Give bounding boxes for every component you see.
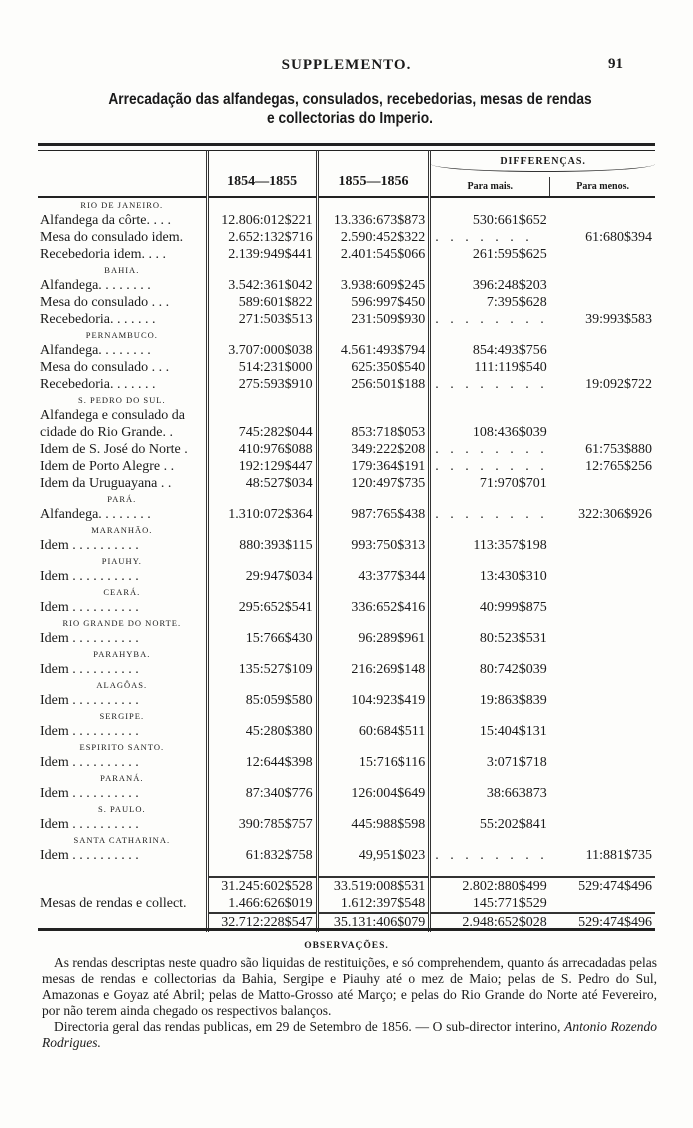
- value-1855-1856: 49,951$023: [317, 847, 430, 864]
- empty-cell: [317, 197, 430, 212]
- table-row: [38, 424, 655, 441]
- value-1855-1856: 15:716$116: [317, 754, 430, 771]
- row-label: Alfandega. . . . . . . .: [40, 342, 151, 358]
- spacer-row: [38, 864, 655, 877]
- section-heading: PARANÁ.: [100, 773, 144, 783]
- table-row: [38, 407, 655, 424]
- row-label: Mesa do consulado . . .: [40, 359, 170, 375]
- value-1855-1856: 1.612:397$548: [317, 895, 430, 913]
- empty-cell: [317, 328, 430, 342]
- difference-para-menos: 322:306$926: [578, 506, 652, 522]
- difference-para-mais: 2.948:652$028: [430, 913, 550, 932]
- section-heading-row: [38, 554, 655, 568]
- difference-para-mais: 113:357$198: [430, 537, 550, 554]
- empty-cell: [207, 802, 317, 816]
- value-1854-1855: 1.466:626$019: [207, 895, 317, 913]
- difference-para-menos: [550, 537, 655, 554]
- difference-para-menos: [550, 342, 655, 359]
- value-1854-1855: 29:947$034: [207, 568, 317, 585]
- empty-cell: [207, 833, 317, 847]
- difference-para-mais: 396:248$203: [430, 277, 550, 294]
- difference-para-menos: 12:765$256: [585, 458, 652, 474]
- col-header-1854: 1854—1855: [207, 150, 317, 197]
- difference-para-menos: [550, 895, 655, 913]
- row-label: Idem de Porto Alegre . .: [40, 458, 175, 474]
- empty-cell: [207, 616, 317, 630]
- section-heading: PIAUHY.: [101, 556, 142, 566]
- empty-cell: [317, 709, 430, 723]
- bottom-rule: [38, 928, 655, 931]
- empty-cell: [430, 263, 550, 277]
- section-heading-row: [38, 616, 655, 630]
- value-1855-1856: [317, 407, 430, 424]
- difference-para-menos: [550, 816, 655, 833]
- table-row: [38, 294, 655, 311]
- empty-cell: [550, 771, 655, 785]
- running-head: SUPPLEMENTO.: [281, 57, 412, 73]
- mesas-de-rendas-row: [38, 895, 655, 913]
- section-heading: BAHIA.: [104, 265, 140, 275]
- difference-para-mais: 80:742$039: [430, 661, 550, 678]
- difference-para-menos: 61:680$394: [585, 229, 652, 245]
- difference-para-menos: [550, 754, 655, 771]
- value-1854-1855: 32.712:228$547: [207, 913, 317, 932]
- section-heading-row: [38, 197, 655, 212]
- empty-cell: [430, 709, 550, 723]
- value-1854-1855: 1.310:072$364: [207, 506, 317, 523]
- section-heading: SERGIPE.: [99, 711, 145, 721]
- empty-cell: [430, 678, 550, 692]
- difference-para-menos: 11:881$735: [585, 847, 652, 863]
- value-1855-1856: 179:364$191: [317, 458, 430, 475]
- value-1855-1856: 43:377$344: [317, 568, 430, 585]
- empty-cell: [430, 616, 550, 630]
- empty-cell: [550, 263, 655, 277]
- row-label: Recebedoria. . . . . . .: [40, 376, 156, 392]
- value-1854-1855: 271:503$513: [207, 311, 317, 328]
- difference-para-mais: 40:999$875: [430, 599, 550, 616]
- value-1855-1856: 2.590:452$322: [317, 229, 430, 246]
- empty-cell: [550, 802, 655, 816]
- empty-cell: [430, 740, 550, 754]
- empty-cell: [430, 771, 550, 785]
- table-row: [38, 506, 655, 523]
- empty-cell: [550, 523, 655, 537]
- table-row: [38, 441, 655, 458]
- section-heading-row: [38, 678, 655, 692]
- empty-cell: [207, 709, 317, 723]
- empty-cell: [550, 328, 655, 342]
- empty-cell: [317, 492, 430, 506]
- table-row: [38, 537, 655, 554]
- table-row: [38, 816, 655, 833]
- row-label: Mesa do consulado idem.: [40, 229, 184, 245]
- section-heading: ESPIRITO SANTO.: [79, 742, 165, 752]
- difference-para-menos: [550, 475, 655, 492]
- empty-cell: [317, 678, 430, 692]
- difference-para-mais: 80:523$531: [430, 630, 550, 647]
- value-1854-1855: 61:832$758: [207, 847, 317, 864]
- section-heading: ALAGÔAS.: [96, 680, 148, 690]
- value-1854-1855: 87:340$776: [207, 785, 317, 802]
- empty-cell: [317, 647, 430, 661]
- empty-cell: [430, 864, 550, 877]
- difference-para-mais: 55:202$841: [430, 816, 550, 833]
- value-1855-1856: 216:269$148: [317, 661, 430, 678]
- value-1854-1855: 880:393$115: [207, 537, 317, 554]
- empty-cell: [38, 877, 207, 895]
- value-1854-1855: 3.707:000$038: [207, 342, 317, 359]
- empty-cell: [207, 864, 317, 877]
- empty-cell: [430, 554, 550, 568]
- row-label: Idem . . . . . . . . . .: [40, 692, 139, 708]
- difference-para-menos: [550, 785, 655, 802]
- value-1855-1856: 104:923$419: [317, 692, 430, 709]
- difference-para-mais: 3:071$718: [430, 754, 550, 771]
- value-1854-1855: 192:129$447: [207, 458, 317, 475]
- row-label: Idem . . . . . . . . . .: [40, 723, 139, 739]
- revenue-table: [38, 150, 655, 932]
- section-heading: S. PAULO.: [97, 804, 146, 814]
- value-1854-1855: 31.245:602$528: [207, 877, 317, 895]
- value-1854-1855: 745:282$044: [207, 424, 317, 441]
- empty-cell: [430, 197, 550, 212]
- row-label: Recebedoria idem. . . .: [40, 246, 166, 262]
- difference-para-menos: [550, 424, 655, 441]
- section-heading-row: [38, 585, 655, 599]
- empty-cell: [317, 554, 430, 568]
- observations-paragraph: As rendas descriptas neste quadro são liquidas de restituições, e só comprehendem, quanto ás arrecadadas pelas mesas de rendas e collectorias da Bahia, Sergipe e Piauhy até o mez de Maio; pelas de S. Pedro do Sul, Amazonas e Goyaz até Abril; pelas de Matto-Grosso até Março; e pelas do Rio Grande do Norte até Fevereiro, por não terem ainda chegado os respectivos balanços.: [42, 955, 657, 1018]
- empty-cell: [430, 802, 550, 816]
- difference-para-mais: 7:395$628: [430, 294, 550, 311]
- value-1855-1856: 96:289$961: [317, 630, 430, 647]
- empty-cell: [550, 647, 655, 661]
- value-1855-1856: 853:718$053: [317, 424, 430, 441]
- table-row: [38, 311, 655, 328]
- empty-cell: [317, 802, 430, 816]
- empty-cell: [430, 585, 550, 599]
- section-heading-row: [38, 263, 655, 277]
- col-header-1855: 1855—1856: [317, 150, 430, 197]
- value-1855-1856: 35.131:406$079: [317, 913, 430, 932]
- table-row: [38, 246, 655, 263]
- table-row: [38, 568, 655, 585]
- empty-cell: [430, 833, 550, 847]
- row-label: Idem . . . . . . . . . .: [40, 537, 139, 553]
- row-label: Idem . . . . . . . . . .: [40, 599, 139, 615]
- difference-para-mais: . . . . . . . .: [430, 506, 550, 523]
- difference-para-menos: [550, 212, 655, 229]
- empty-cell: [550, 197, 655, 212]
- empty-cell: [207, 554, 317, 568]
- table-row: [38, 212, 655, 229]
- difference-para-menos: [550, 723, 655, 740]
- difference-para-mais: 13:430$310: [430, 568, 550, 585]
- value-1854-1855: 85:059$580: [207, 692, 317, 709]
- label-header: [38, 150, 207, 197]
- empty-cell: [317, 585, 430, 599]
- value-1854-1855: [207, 407, 317, 424]
- empty-cell: [550, 393, 655, 407]
- row-label: Idem da Uruguayana . .: [40, 475, 172, 491]
- empty-cell: [430, 328, 550, 342]
- value-1854-1855: 390:785$757: [207, 816, 317, 833]
- header-row: [38, 150, 655, 177]
- row-label: cidade do Rio Grande. .: [40, 424, 173, 440]
- page-number: 91: [608, 56, 623, 72]
- empty-cell: [550, 678, 655, 692]
- row-label: Idem . . . . . . . . . .: [40, 847, 139, 863]
- table-row: [38, 342, 655, 359]
- section-heading: CEARÁ.: [103, 587, 141, 597]
- row-label: Recebedoria. . . . . . .: [40, 311, 156, 327]
- value-1855-1856: 4.561:493$794: [317, 342, 430, 359]
- section-heading-row: [38, 647, 655, 661]
- table-row: [38, 359, 655, 376]
- value-1855-1856: 33.519:008$531: [317, 877, 430, 895]
- table-row: [38, 754, 655, 771]
- empty-cell: [550, 616, 655, 630]
- difference-para-mais: 38:663873: [430, 785, 550, 802]
- section-heading-row: [38, 709, 655, 723]
- empty-cell: [550, 585, 655, 599]
- value-1855-1856: 596:997$450: [317, 294, 430, 311]
- value-1854-1855: 2.139:949$441: [207, 246, 317, 263]
- empty-cell: [207, 523, 317, 537]
- empty-cell: [207, 393, 317, 407]
- difference-para-mais: 145:771$529: [430, 895, 550, 913]
- empty-cell: [317, 771, 430, 785]
- closing-text: Directoria geral das rendas publicas, em 29 de Setembro de 1856. — O sub-director interino,: [54, 1019, 561, 1034]
- empty-cell: [430, 492, 550, 506]
- difference-para-mais: . . . . . . . .: [430, 458, 550, 475]
- difference-para-mais: 854:493$756: [430, 342, 550, 359]
- value-1855-1856: 126:004$649: [317, 785, 430, 802]
- empty-cell: [207, 492, 317, 506]
- empty-cell: [550, 554, 655, 568]
- row-label: Idem de S. José do Norte .: [40, 441, 188, 457]
- difference-para-menos: [550, 568, 655, 585]
- value-1855-1856: 13.336:673$873: [317, 212, 430, 229]
- table-row: [38, 376, 655, 393]
- difference-para-menos: 19:092$722: [585, 376, 652, 392]
- table-row: [38, 599, 655, 616]
- difference-para-menos: 529:474$496: [550, 877, 655, 895]
- value-1855-1856: 60:684$511: [317, 723, 430, 740]
- section-heading: PARÁ.: [107, 494, 137, 504]
- difference-para-mais: . . . . . . . .: [430, 441, 550, 458]
- difference-para-mais: 530:661$652: [430, 212, 550, 229]
- value-1855-1856: 256:501$188: [317, 376, 430, 393]
- row-label: Alfandega e consulado da: [40, 407, 185, 423]
- empty-cell: [317, 523, 430, 537]
- empty-cell: [207, 647, 317, 661]
- empty-cell: [550, 864, 655, 877]
- empty-cell: [550, 492, 655, 506]
- difference-para-mais: [430, 407, 550, 424]
- value-1855-1856: 993:750$313: [317, 537, 430, 554]
- difference-para-menos: 529:474$496: [550, 913, 655, 932]
- empty-cell: [207, 585, 317, 599]
- table-row: [38, 458, 655, 475]
- difference-para-menos: [550, 277, 655, 294]
- empty-cell: [207, 263, 317, 277]
- row-label: Alfandega da côrte. . . .: [40, 212, 171, 228]
- value-1854-1855: 589:601$822: [207, 294, 317, 311]
- row-label: Idem . . . . . . . . . .: [40, 816, 139, 832]
- row-label: Alfandega. . . . . . . .: [40, 506, 151, 522]
- difference-para-mais: 15:404$131: [430, 723, 550, 740]
- empty-cell: [207, 328, 317, 342]
- empty-cell: [317, 393, 430, 407]
- observations-heading: OBSERVAÇÕES.: [304, 941, 389, 951]
- value-1854-1855: 295:652$541: [207, 599, 317, 616]
- title-line-2: e collectorias do Imperio.: [267, 110, 433, 127]
- difference-para-mais: . . . . . . .: [430, 229, 550, 246]
- difference-para-menos: [550, 294, 655, 311]
- value-1855-1856: 3.938:609$245: [317, 277, 430, 294]
- empty-cell: [207, 197, 317, 212]
- empty-cell: [317, 263, 430, 277]
- value-1855-1856: 349:222$208: [317, 441, 430, 458]
- difference-para-menos: [550, 692, 655, 709]
- difference-para-mais: . . . . . . . .: [430, 376, 550, 393]
- table-row: [38, 475, 655, 492]
- empty-cell: [550, 740, 655, 754]
- value-1855-1856: 987:765$438: [317, 506, 430, 523]
- empty-cell: [317, 864, 430, 877]
- section-heading-row: [38, 393, 655, 407]
- row-label: Idem . . . . . . . . . .: [40, 785, 139, 801]
- table-title: [83, 90, 616, 128]
- col-header-para-menos: Para menos.: [550, 177, 655, 197]
- difference-para-menos: [550, 630, 655, 647]
- empty-cell: [317, 740, 430, 754]
- table-row: [38, 277, 655, 294]
- value-1854-1855: 514:231$000: [207, 359, 317, 376]
- row-label: Idem . . . . . . . . . .: [40, 568, 139, 584]
- row-label: Mesa do consulado . . .: [40, 294, 170, 310]
- value-1855-1856: 625:350$540: [317, 359, 430, 376]
- subtotal-row: [38, 877, 655, 895]
- difference-para-menos: 61:753$880: [585, 441, 652, 457]
- value-1854-1855: 135:527$109: [207, 661, 317, 678]
- empty-cell: [430, 393, 550, 407]
- section-heading: RIO DE JANEIRO.: [80, 200, 164, 210]
- row-label: Idem . . . . . . . . . .: [40, 661, 139, 677]
- difference-para-mais: . . . . . . . .: [430, 311, 550, 328]
- row-label: Alfandega. . . . . . . .: [40, 277, 151, 293]
- empty-cell: [430, 647, 550, 661]
- difference-para-menos: [550, 246, 655, 263]
- table-row: [38, 847, 655, 864]
- section-heading-row: [38, 740, 655, 754]
- section-heading-row: [38, 771, 655, 785]
- value-1855-1856: 445:988$598: [317, 816, 430, 833]
- section-heading: RIO GRANDE DO NORTE.: [62, 618, 182, 628]
- section-heading: S. PEDRO DO SUL.: [78, 395, 166, 405]
- table-row: [38, 229, 655, 246]
- table-row: [38, 785, 655, 802]
- section-heading: PARAHYBA.: [93, 649, 151, 659]
- section-heading-row: [38, 802, 655, 816]
- difference-para-mais: 71:970$701: [430, 475, 550, 492]
- section-heading-row: [38, 833, 655, 847]
- section-heading: MARANHÃO.: [91, 525, 153, 535]
- value-1855-1856: 2.401:545$066: [317, 246, 430, 263]
- difference-para-mais: 2.802:880$499: [430, 877, 550, 895]
- signature: Antonio Rozendo Rodrigues.: [42, 1019, 658, 1050]
- section-heading-row: [38, 523, 655, 537]
- value-1854-1855: 12.806:012$221: [207, 212, 317, 229]
- section-heading-row: [38, 328, 655, 342]
- section-heading-row: [38, 492, 655, 506]
- empty-cell: [317, 833, 430, 847]
- table-row: [38, 692, 655, 709]
- table-body: [38, 197, 655, 932]
- differences-header: DIFFERENÇAS.: [431, 154, 655, 172]
- table-row: [38, 723, 655, 740]
- difference-para-menos: [550, 407, 655, 424]
- empty-cell: [38, 864, 207, 877]
- empty-cell: [550, 833, 655, 847]
- observations: [42, 955, 657, 1051]
- value-1854-1855: 410:976$088: [207, 441, 317, 458]
- row-label: Idem . . . . . . . . . .: [40, 630, 139, 646]
- value-1855-1856: 231:509$930: [317, 311, 430, 328]
- section-heading: PERNAMBUCO.: [85, 330, 158, 340]
- row-label: Idem . . . . . . . . . .: [40, 754, 139, 770]
- value-1855-1856: 336:652$416: [317, 599, 430, 616]
- difference-para-menos: 39:993$583: [585, 311, 652, 327]
- value-1854-1855: 2.652:132$716: [207, 229, 317, 246]
- section-heading: SANTA CATHARINA.: [73, 835, 171, 845]
- value-1854-1855: 48:527$034: [207, 475, 317, 492]
- value-1854-1855: 3.542:361$042: [207, 277, 317, 294]
- empty-cell: [207, 771, 317, 785]
- empty-cell: [317, 616, 430, 630]
- empty-cell: [207, 678, 317, 692]
- value-1854-1855: 12:644$398: [207, 754, 317, 771]
- row-label: Mesas de rendas e collect.: [40, 896, 187, 911]
- empty-cell: [207, 740, 317, 754]
- title-line-1: Arrecadação das alfandegas, consulados, recebedorias, mesas de rendas: [108, 91, 592, 108]
- difference-para-menos: [550, 599, 655, 616]
- value-1855-1856: 120:497$735: [317, 475, 430, 492]
- table-row: [38, 661, 655, 678]
- empty-cell: [430, 523, 550, 537]
- closing-paragraph: [42, 1019, 657, 1051]
- difference-para-mais: 19:863$839: [430, 692, 550, 709]
- difference-para-mais: . . . . . . . .: [430, 847, 550, 864]
- difference-para-mais: 111:119$540: [430, 359, 550, 376]
- difference-para-menos: [550, 359, 655, 376]
- difference-para-menos: [550, 661, 655, 678]
- table-row: [38, 630, 655, 647]
- difference-para-mais: 261:595$625: [430, 246, 550, 263]
- value-1854-1855: 275:593$910: [207, 376, 317, 393]
- difference-para-mais: 108:436$039: [430, 424, 550, 441]
- value-1854-1855: 45:280$380: [207, 723, 317, 740]
- col-header-para-mais: Para mais.: [430, 177, 550, 197]
- empty-cell: [550, 709, 655, 723]
- value-1854-1855: 15:766$430: [207, 630, 317, 647]
